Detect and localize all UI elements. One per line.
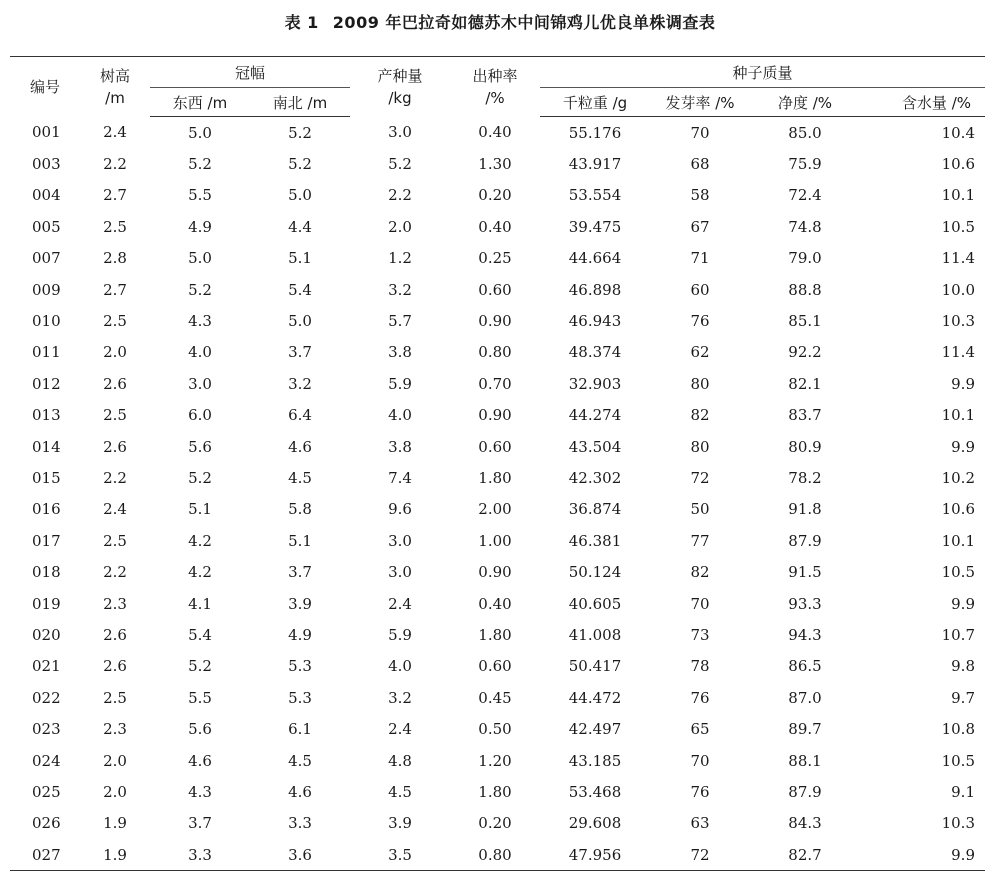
cell-thousand-weight: 41.008 xyxy=(568,625,622,644)
table-row xyxy=(10,337,985,368)
cell-crown-ew: 5.1 xyxy=(188,500,212,519)
cell-thousand-weight: 42.497 xyxy=(568,720,622,739)
cell-germination: 70 xyxy=(690,123,710,142)
cell-id: 001 xyxy=(32,123,61,142)
table-row xyxy=(10,619,985,650)
cell-moisture: 10.7 xyxy=(941,625,975,644)
cell-yield: 4.0 xyxy=(388,657,412,676)
cell-purity: 72.4 xyxy=(788,186,822,205)
cell-purity: 85.0 xyxy=(788,123,822,142)
cell-germination: 65 xyxy=(690,720,710,739)
cell-id: 012 xyxy=(32,374,61,393)
cell-moisture: 9.1 xyxy=(951,782,975,801)
cell-thousand-weight: 53.554 xyxy=(568,186,622,205)
cell-crown-ew: 4.0 xyxy=(188,343,212,362)
cell-height: 2.6 xyxy=(103,437,127,456)
cell-moisture: 10.0 xyxy=(941,280,975,299)
cell-height: 2.0 xyxy=(103,782,127,801)
cell-height: 2.4 xyxy=(103,500,127,519)
cell-rate: 0.40 xyxy=(478,217,512,236)
cell-height: 2.3 xyxy=(103,594,127,613)
cell-crown-sn: 4.4 xyxy=(288,217,312,236)
cell-germination: 80 xyxy=(690,374,710,393)
table-row xyxy=(10,839,985,871)
cell-id: 020 xyxy=(32,625,61,644)
cell-crown-ew: 4.9 xyxy=(188,217,212,236)
cell-height: 2.2 xyxy=(103,468,127,487)
cell-germination: 58 xyxy=(690,186,710,205)
header-yield-label: 产种量 xyxy=(377,66,423,85)
cell-crown-sn: 3.2 xyxy=(288,374,312,393)
cell-thousand-weight: 36.874 xyxy=(568,500,622,519)
cell-yield: 4.5 xyxy=(388,782,412,801)
cell-germination: 68 xyxy=(690,155,710,174)
cell-crown-sn: 4.6 xyxy=(288,437,312,456)
cell-germination: 78 xyxy=(690,657,710,676)
cell-id: 007 xyxy=(32,249,61,268)
cell-height: 2.4 xyxy=(103,123,127,142)
cell-purity: 88.8 xyxy=(788,280,822,299)
cell-crown-sn: 6.4 xyxy=(288,406,312,425)
cell-crown-ew: 4.2 xyxy=(188,531,212,550)
table-row xyxy=(10,180,985,211)
cell-purity: 92.2 xyxy=(788,343,822,362)
cell-id: 018 xyxy=(32,563,61,582)
cell-yield: 3.0 xyxy=(388,123,412,142)
header-germination: 发芽率 /% xyxy=(650,88,750,117)
cell-purity: 89.7 xyxy=(788,720,822,739)
cell-purity: 88.1 xyxy=(788,751,822,770)
header-moisture: 含水量 /% xyxy=(860,88,985,117)
cell-crown-sn: 5.2 xyxy=(288,155,312,174)
cell-germination: 62 xyxy=(690,343,710,362)
cell-germination: 72 xyxy=(690,468,710,487)
cell-germination: 82 xyxy=(690,563,710,582)
cell-crown-sn: 6.1 xyxy=(288,720,312,739)
table-row xyxy=(10,462,985,493)
cell-germination: 73 xyxy=(690,625,710,644)
cell-crown-sn: 5.1 xyxy=(288,249,312,268)
cell-id: 004 xyxy=(32,186,61,205)
header-thousand-weight: 千粒重 /g xyxy=(540,88,650,117)
cell-purity: 79.0 xyxy=(788,249,822,268)
cell-height: 2.8 xyxy=(103,249,127,268)
cell-height: 2.0 xyxy=(103,751,127,770)
cell-crown-ew: 4.6 xyxy=(188,751,212,770)
cell-id: 009 xyxy=(32,280,61,299)
cell-crown-sn: 5.0 xyxy=(288,312,312,331)
cell-purity: 84.3 xyxy=(788,814,822,833)
table-row xyxy=(10,274,985,305)
cell-thousand-weight: 50.417 xyxy=(568,657,622,676)
cell-yield: 2.4 xyxy=(388,720,412,739)
cell-purity: 74.8 xyxy=(788,217,822,236)
cell-yield: 3.0 xyxy=(388,531,412,550)
cell-thousand-weight: 43.185 xyxy=(568,751,622,770)
header-height-unit: /m xyxy=(105,88,125,107)
cell-yield: 3.5 xyxy=(350,839,450,871)
table-number: 表 1 xyxy=(284,13,319,32)
cell-germination: 50 xyxy=(690,500,710,519)
cell-thousand-weight: 53.468 xyxy=(568,782,622,801)
header-rate-label: 出种率 xyxy=(472,66,518,85)
cell-germination: 80 xyxy=(690,437,710,456)
table-row xyxy=(10,745,985,776)
cell-id: 011 xyxy=(32,343,61,362)
cell-rate: 0.40 xyxy=(478,594,512,613)
cell-crown-sn: 5.0 xyxy=(288,186,312,205)
cell-moisture: 10.8 xyxy=(941,720,975,739)
cell-crown-sn: 5.4 xyxy=(288,280,312,299)
cell-purity: 82.1 xyxy=(788,374,822,393)
cell-id: 021 xyxy=(32,657,61,676)
cell-moisture: 10.1 xyxy=(941,186,975,205)
header-crown-sn: 南北 /m xyxy=(250,88,350,117)
cell-moisture: 10.5 xyxy=(941,751,975,770)
table-row xyxy=(10,494,985,525)
cell-yield: 2.0 xyxy=(388,217,412,236)
cell-crown-sn: 5.8 xyxy=(288,500,312,519)
cell-purity: 94.3 xyxy=(788,625,822,644)
cell-crown-ew: 4.3 xyxy=(188,312,212,331)
cell-thousand-weight: 32.903 xyxy=(568,374,622,393)
cell-crown-sn: 5.2 xyxy=(288,123,312,142)
cell-id: 023 xyxy=(32,720,61,739)
cell-moisture: 10.4 xyxy=(941,123,975,142)
cell-id: 026 xyxy=(32,814,61,833)
cell-moisture: 10.6 xyxy=(941,155,975,174)
cell-crown-sn: 4.5 xyxy=(288,751,312,770)
cell-thousand-weight: 55.176 xyxy=(568,123,622,142)
cell-thousand-weight: 44.274 xyxy=(568,406,622,425)
cell-rate: 0.60 xyxy=(478,657,512,676)
cell-germination: 63 xyxy=(690,814,710,833)
cell-purity: 86.5 xyxy=(788,657,822,676)
table-row xyxy=(10,713,985,744)
header-crown: 冠幅 xyxy=(150,57,350,88)
table-row xyxy=(10,556,985,587)
cell-thousand-weight: 50.124 xyxy=(568,563,622,582)
cell-height: 2.7 xyxy=(103,280,127,299)
cell-rate: 1.80 xyxy=(478,782,512,801)
header-height xyxy=(80,57,150,117)
cell-crown-ew: 4.2 xyxy=(188,563,212,582)
cell-thousand-weight: 39.475 xyxy=(568,217,622,236)
cell-purity: 87.9 xyxy=(788,531,822,550)
header-yield xyxy=(350,57,450,117)
cell-moisture: 9.8 xyxy=(951,657,975,676)
cell-purity: 82.7 xyxy=(750,839,860,871)
cell-yield: 1.2 xyxy=(388,249,412,268)
cell-thousand-weight: 46.898 xyxy=(568,280,622,299)
cell-yield: 4.8 xyxy=(388,751,412,770)
cell-id: 010 xyxy=(32,312,61,331)
cell-id: 024 xyxy=(32,751,61,770)
cell-crown-ew: 5.6 xyxy=(188,720,212,739)
cell-yield: 3.8 xyxy=(388,343,412,362)
cell-germination: 70 xyxy=(690,594,710,613)
cell-height: 1.9 xyxy=(80,839,150,871)
cell-id: 025 xyxy=(32,782,61,801)
cell-id: 022 xyxy=(32,688,61,707)
cell-height: 2.6 xyxy=(103,374,127,393)
survey-table xyxy=(10,56,985,871)
cell-moisture: 9.9 xyxy=(860,839,985,871)
cell-germination: 76 xyxy=(690,312,710,331)
cell-crown-ew: 6.0 xyxy=(188,406,212,425)
cell-yield: 9.6 xyxy=(388,500,412,519)
cell-yield: 3.2 xyxy=(388,688,412,707)
table-row xyxy=(10,682,985,713)
cell-germination: 70 xyxy=(690,751,710,770)
table-row xyxy=(10,243,985,274)
cell-germination: 60 xyxy=(690,280,710,299)
cell-rate: 1.80 xyxy=(478,625,512,644)
cell-rate: 0.20 xyxy=(478,814,512,833)
cell-moisture: 10.1 xyxy=(941,406,975,425)
cell-moisture: 11.4 xyxy=(941,249,975,268)
cell-crown-ew: 3.7 xyxy=(188,814,212,833)
cell-crown-ew: 5.0 xyxy=(188,123,212,142)
cell-rate: 0.45 xyxy=(478,688,512,707)
cell-purity: 91.8 xyxy=(788,500,822,519)
cell-crown-sn: 4.9 xyxy=(288,625,312,644)
cell-rate: 0.90 xyxy=(478,406,512,425)
cell-rate: 0.90 xyxy=(478,312,512,331)
cell-germination: 82 xyxy=(690,406,710,425)
cell-moisture: 10.5 xyxy=(941,217,975,236)
cell-rate: 0.90 xyxy=(478,563,512,582)
cell-purity: 75.9 xyxy=(788,155,822,174)
cell-moisture: 10.3 xyxy=(941,312,975,331)
cell-crown-ew: 4.3 xyxy=(188,782,212,801)
cell-id: 014 xyxy=(32,437,61,456)
table-row xyxy=(10,588,985,619)
cell-moisture: 10.1 xyxy=(941,531,975,550)
cell-rate: 0.40 xyxy=(478,123,512,142)
cell-crown-ew: 5.2 xyxy=(188,155,212,174)
cell-crown-sn: 3.6 xyxy=(250,839,350,871)
cell-crown-ew: 3.0 xyxy=(188,374,212,393)
cell-moisture: 10.2 xyxy=(941,468,975,487)
cell-yield: 5.9 xyxy=(388,374,412,393)
header-id: 编号 xyxy=(10,57,80,117)
cell-thousand-weight: 44.472 xyxy=(568,688,622,707)
cell-yield: 5.2 xyxy=(388,155,412,174)
cell-crown-ew: 5.2 xyxy=(188,280,212,299)
cell-thousand-weight: 43.504 xyxy=(568,437,622,456)
cell-moisture: 10.6 xyxy=(941,500,975,519)
header-purity: 净度 /% xyxy=(750,88,860,117)
cell-rate: 0.20 xyxy=(478,186,512,205)
cell-crown-sn: 5.1 xyxy=(288,531,312,550)
cell-id: 019 xyxy=(32,594,61,613)
cell-height: 2.6 xyxy=(103,657,127,676)
cell-purity: 83.7 xyxy=(788,406,822,425)
table-row xyxy=(10,808,985,839)
cell-yield: 3.2 xyxy=(388,280,412,299)
cell-height: 2.5 xyxy=(103,688,127,707)
table-row xyxy=(10,148,985,179)
cell-height: 2.6 xyxy=(103,625,127,644)
cell-moisture: 9.7 xyxy=(951,688,975,707)
cell-height: 2.5 xyxy=(103,312,127,331)
table-body xyxy=(10,117,985,871)
cell-thousand-weight: 29.608 xyxy=(568,814,622,833)
table-row xyxy=(10,368,985,399)
cell-purity: 85.1 xyxy=(788,312,822,331)
table-row xyxy=(10,776,985,807)
cell-crown-sn: 5.3 xyxy=(288,657,312,676)
cell-height: 1.9 xyxy=(103,814,127,833)
cell-yield: 5.7 xyxy=(388,312,412,331)
cell-id: 013 xyxy=(32,406,61,425)
cell-height: 2.2 xyxy=(103,563,127,582)
cell-thousand-weight: 47.956 xyxy=(540,839,650,871)
cell-germination: 71 xyxy=(690,249,710,268)
cell-id: 015 xyxy=(32,468,61,487)
cell-rate: 1.30 xyxy=(478,155,512,174)
cell-id: 003 xyxy=(32,155,61,174)
cell-thousand-weight: 40.605 xyxy=(568,594,622,613)
cell-rate: 1.80 xyxy=(478,468,512,487)
cell-yield: 3.9 xyxy=(388,814,412,833)
cell-crown-sn: 3.3 xyxy=(288,814,312,833)
cell-purity: 87.0 xyxy=(788,688,822,707)
cell-crown-ew: 5.2 xyxy=(188,468,212,487)
cell-crown-sn: 3.7 xyxy=(288,563,312,582)
cell-yield: 2.4 xyxy=(388,594,412,613)
table-row xyxy=(10,525,985,556)
header-rate-unit: /% xyxy=(485,88,505,107)
cell-moisture: 11.4 xyxy=(941,343,975,362)
cell-germination: 77 xyxy=(690,531,710,550)
cell-moisture: 9.9 xyxy=(951,594,975,613)
table-row xyxy=(10,305,985,336)
cell-crown-ew: 5.5 xyxy=(188,186,212,205)
cell-purity: 87.9 xyxy=(788,782,822,801)
cell-yield: 4.0 xyxy=(388,406,412,425)
cell-crown-ew: 5.6 xyxy=(188,437,212,456)
cell-thousand-weight: 48.374 xyxy=(568,343,622,362)
table-title: 2009 年巴拉奇如德苏木中间锦鸡儿优良单株调查表 xyxy=(332,13,716,32)
cell-crown-ew: 4.1 xyxy=(188,594,212,613)
cell-crown-sn: 3.7 xyxy=(288,343,312,362)
header-crown-ew: 东西 /m xyxy=(150,88,250,117)
cell-purity: 78.2 xyxy=(788,468,822,487)
cell-crown-ew: 5.0 xyxy=(188,249,212,268)
cell-thousand-weight: 46.943 xyxy=(568,312,622,331)
cell-id: 005 xyxy=(32,217,61,236)
cell-germination: 72 xyxy=(650,839,750,871)
cell-purity: 93.3 xyxy=(788,594,822,613)
cell-height: 2.5 xyxy=(103,406,127,425)
cell-id: 027 xyxy=(10,839,80,871)
cell-crown-sn: 4.6 xyxy=(288,782,312,801)
cell-thousand-weight: 44.664 xyxy=(568,249,622,268)
cell-id: 017 xyxy=(32,531,61,550)
cell-crown-sn: 4.5 xyxy=(288,468,312,487)
table-row xyxy=(10,651,985,682)
cell-crown-ew: 5.5 xyxy=(188,688,212,707)
cell-yield: 2.2 xyxy=(388,186,412,205)
cell-moisture: 10.3 xyxy=(941,814,975,833)
cell-height: 2.5 xyxy=(103,217,127,236)
cell-thousand-weight: 43.917 xyxy=(568,155,622,174)
cell-crown-sn: 5.3 xyxy=(288,688,312,707)
cell-moisture: 10.5 xyxy=(941,563,975,582)
cell-id: 016 xyxy=(32,500,61,519)
cell-rate: 1.00 xyxy=(478,531,512,550)
cell-rate: 0.60 xyxy=(478,437,512,456)
table-row xyxy=(10,431,985,462)
cell-germination: 76 xyxy=(690,688,710,707)
cell-germination: 67 xyxy=(690,217,710,236)
cell-height: 2.7 xyxy=(103,186,127,205)
table-row xyxy=(10,400,985,431)
cell-rate: 0.70 xyxy=(478,374,512,393)
table-row xyxy=(10,117,985,149)
cell-rate: 1.20 xyxy=(478,751,512,770)
cell-yield: 3.0 xyxy=(388,563,412,582)
table-row xyxy=(10,211,985,242)
cell-crown-ew: 5.2 xyxy=(188,657,212,676)
header-rate xyxy=(450,57,540,117)
cell-rate: 2.00 xyxy=(478,500,512,519)
cell-rate: 0.80 xyxy=(478,343,512,362)
cell-yield: 3.8 xyxy=(388,437,412,456)
cell-rate: 0.80 xyxy=(450,839,540,871)
cell-moisture: 9.9 xyxy=(951,437,975,456)
header-height-label: 树高 xyxy=(99,66,130,85)
cell-yield: 5.9 xyxy=(388,625,412,644)
table-caption xyxy=(0,10,1000,33)
cell-moisture: 9.9 xyxy=(951,374,975,393)
cell-thousand-weight: 46.381 xyxy=(568,531,622,550)
cell-rate: 0.50 xyxy=(478,720,512,739)
cell-crown-sn: 3.9 xyxy=(288,594,312,613)
cell-germination: 76 xyxy=(690,782,710,801)
cell-rate: 0.60 xyxy=(478,280,512,299)
cell-height: 2.0 xyxy=(103,343,127,362)
cell-purity: 80.9 xyxy=(788,437,822,456)
header-yield-unit: /kg xyxy=(388,88,412,107)
cell-thousand-weight: 42.302 xyxy=(568,468,622,487)
cell-height: 2.2 xyxy=(103,155,127,174)
cell-purity: 91.5 xyxy=(788,563,822,582)
cell-yield: 7.4 xyxy=(388,468,412,487)
cell-crown-ew: 3.3 xyxy=(150,839,250,871)
cell-height: 2.5 xyxy=(103,531,127,550)
header-seed-quality: 种子质量 xyxy=(540,57,985,88)
cell-rate: 0.25 xyxy=(478,249,512,268)
cell-crown-ew: 5.4 xyxy=(188,625,212,644)
cell-height: 2.3 xyxy=(103,720,127,739)
